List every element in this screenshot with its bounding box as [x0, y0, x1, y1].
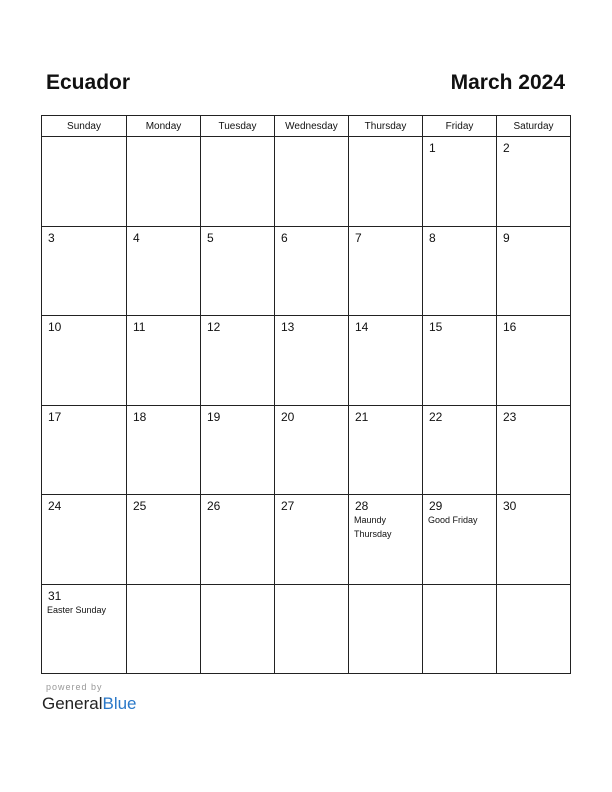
weekday-thursday: Thursday	[349, 116, 423, 137]
day-cell	[423, 405, 497, 495]
week-row	[42, 405, 571, 495]
day-cell	[423, 137, 497, 227]
day-number	[349, 137, 422, 141]
day-number	[127, 137, 200, 141]
week-row	[42, 137, 571, 227]
day-number: 12	[207, 320, 221, 334]
day-number: 10	[48, 320, 62, 334]
day-number: 25	[133, 499, 147, 513]
day-number: 26	[207, 499, 221, 513]
day-cell	[127, 226, 201, 316]
day-cell	[497, 137, 571, 227]
day-cell	[497, 584, 571, 674]
day-number: 6	[281, 230, 288, 245]
day-number: 8	[429, 230, 436, 245]
holiday-label: Maundy Thursday	[354, 515, 392, 539]
day-number	[201, 137, 274, 141]
week-row	[42, 495, 571, 585]
day-number: 27	[281, 499, 295, 513]
day-number: 15	[429, 320, 443, 334]
week-row	[42, 316, 571, 406]
day-cell	[201, 584, 275, 674]
weekday-sunday: Sunday	[42, 116, 127, 137]
day-cell	[201, 405, 275, 495]
day-number: 9	[503, 230, 510, 245]
day-cell	[275, 137, 349, 227]
day-number	[42, 137, 126, 141]
brand-blue-text: Blue	[102, 694, 137, 713]
day-number: 4	[133, 230, 140, 245]
day-number: 1	[429, 141, 436, 155]
day-cell	[423, 495, 497, 585]
day-cell	[275, 316, 349, 406]
day-number: 2	[503, 141, 510, 155]
day-cell	[349, 495, 423, 585]
day-number: 22	[429, 409, 443, 424]
day-number: 16	[503, 320, 517, 334]
day-cell	[423, 226, 497, 316]
day-number	[127, 585, 200, 589]
day-number	[201, 585, 274, 589]
day-cell	[127, 137, 201, 227]
weekday-header-row	[42, 116, 571, 137]
day-cell	[275, 495, 349, 585]
day-number	[349, 585, 422, 589]
day-number: 18	[133, 409, 147, 424]
day-cell	[42, 405, 127, 495]
day-number	[497, 585, 570, 589]
weekday-tuesday: Tuesday	[201, 116, 275, 137]
week-row	[42, 584, 571, 674]
day-number: 21	[355, 409, 369, 424]
day-cell	[127, 495, 201, 585]
calendar-grid	[41, 115, 571, 674]
day-number: 28	[355, 499, 369, 513]
holiday-label: Easter Sunday	[47, 604, 107, 615]
day-number: 23	[503, 409, 517, 424]
day-number: 29	[429, 499, 443, 513]
day-cell	[42, 584, 127, 674]
day-cell	[275, 584, 349, 674]
day-number: 30	[503, 499, 517, 513]
day-number: 5	[207, 230, 214, 245]
day-number: 31	[48, 588, 62, 603]
day-cell	[42, 495, 127, 585]
weekday-saturday: Saturday	[497, 116, 571, 137]
day-cell	[127, 405, 201, 495]
day-number: 14	[355, 320, 369, 334]
weekday-friday: Friday	[423, 116, 497, 137]
day-number: 17	[48, 409, 62, 424]
powered-by-label: powered by	[46, 682, 103, 692]
day-number: 11	[133, 320, 146, 334]
day-cell	[201, 137, 275, 227]
day-cell	[42, 226, 127, 316]
day-number: 20	[281, 409, 295, 424]
day-cell	[42, 316, 127, 406]
day-cell	[497, 405, 571, 495]
country-title: Ecuador	[46, 71, 131, 94]
generalblue-logo[interactable]	[42, 694, 137, 714]
day-cell	[349, 405, 423, 495]
weekday-monday: Monday	[127, 116, 201, 137]
day-cell	[275, 405, 349, 495]
day-cell	[497, 495, 571, 585]
day-number	[275, 137, 348, 141]
week-row	[42, 226, 571, 316]
day-cell	[275, 226, 349, 316]
day-cell	[201, 495, 275, 585]
day-number	[275, 585, 348, 589]
day-number: 13	[281, 320, 295, 334]
day-cell	[349, 584, 423, 674]
day-cell	[423, 584, 497, 674]
day-cell	[201, 226, 275, 316]
day-cell	[349, 137, 423, 227]
day-cell	[349, 316, 423, 406]
holiday-label: Good Friday	[428, 515, 478, 525]
day-cell	[497, 316, 571, 406]
day-cell	[42, 137, 127, 227]
day-number: 7	[355, 230, 362, 245]
day-number: 3	[48, 230, 55, 245]
day-cell	[127, 316, 201, 406]
day-cell	[423, 316, 497, 406]
weekday-wednesday: Wednesday	[275, 116, 349, 137]
day-number	[423, 585, 496, 589]
day-cell	[349, 226, 423, 316]
day-cell	[497, 226, 571, 316]
day-number: 19	[207, 409, 221, 424]
day-cell	[201, 316, 275, 406]
day-number: 24	[48, 499, 62, 513]
brand-general-text: General	[42, 694, 103, 713]
day-cell	[127, 584, 201, 674]
month-year-title: March 2024	[450, 71, 565, 94]
